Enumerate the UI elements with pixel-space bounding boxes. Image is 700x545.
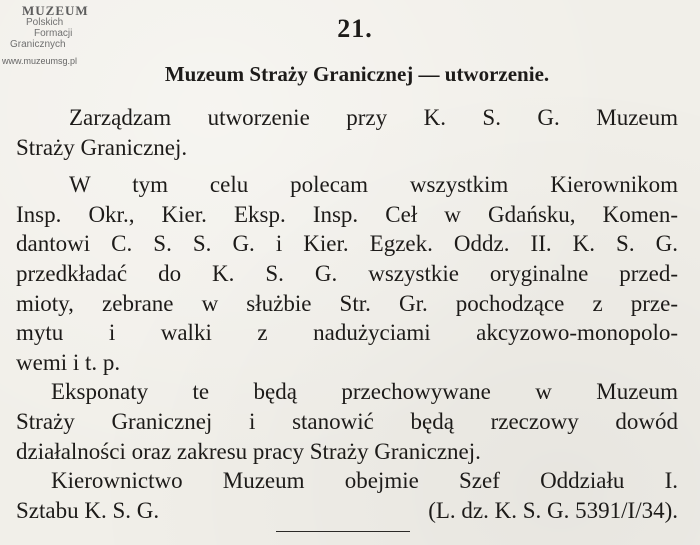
logo-url: www.muzeumsg.pl (2, 56, 78, 66)
text-line: działalności oraz zakresu pracy Straży Granicznej. (16, 438, 481, 464)
closing-rule (276, 531, 410, 532)
logo-line-3: Granicznych (10, 39, 66, 50)
text-line: Straży Granicznej. (16, 134, 188, 160)
text-line: mytu i walki z nadużyciami akcyzowo-monopolo- (16, 320, 678, 346)
document-title: Muzeum Straży Granicznej — utworzenie. (164, 62, 550, 86)
text-line: przedkładać do K. S. G. wszystkie oryginalne przed- (16, 260, 678, 286)
text-line: Kierownictwo Muzeum obejmie Szef Oddziału I. (51, 468, 678, 494)
text-line: mioty, zebrane w służbie Str. Gr. pochodzące z prze- (16, 290, 678, 316)
document-body (16, 103, 678, 525)
reference-number: (L. dz. K. S. G. 5391/I/34). (428, 497, 678, 523)
text-line: wemi i t. p. (16, 349, 121, 375)
text-line: W tym celu polecam wszystkim Kierownikom (69, 172, 678, 198)
text-line: Straży Granicznej i stanowić będą rzeczowy dowód (16, 408, 678, 434)
signature-row (16, 496, 678, 526)
text-line: Zarządzam utworzenie przy K. S. G. Muzeum (69, 105, 678, 130)
logo-line-2: Formacji (34, 28, 73, 39)
page-number: 21. (337, 14, 373, 43)
text-line: Insp. Okr., Kier. Eksp. Insp. Ceł w Gdańsku, Komen- (16, 201, 678, 227)
text-line: dantowi C. S. S. G. i Kier. Egzek. Oddz. II. K. S. G. (16, 231, 678, 257)
text-line: Sztabu K. S. G. (16, 497, 160, 523)
logo-brand: MUZEUM (22, 3, 89, 18)
logo-line-1: Polskich (26, 17, 64, 28)
text-line: Eksponaty te będą przechowywane w Muzeum (51, 379, 678, 405)
